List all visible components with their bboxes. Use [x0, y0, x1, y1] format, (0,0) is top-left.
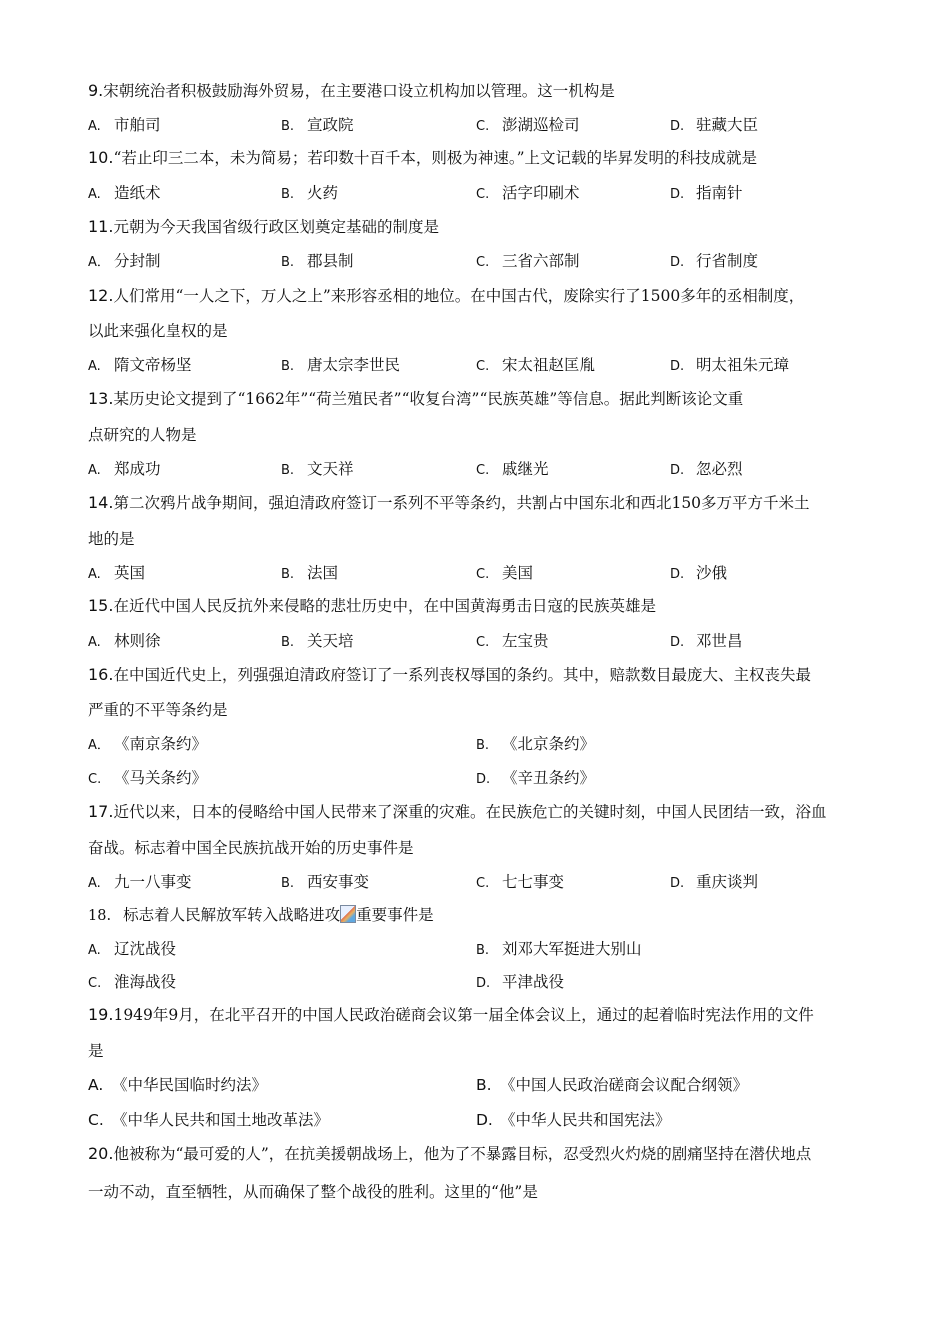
option-c: C. 《中华人民共和国土地改革法》 — [88, 1111, 330, 1129]
question-20-stem: 20.他被称为“最可爱的人”，在抗美援朝战场上，他为了不暴露目标，忍受烈火灼烧的剧痛坚持在潜伏地点 — [88, 1144, 812, 1163]
question-10-stem: 10.“若止印三二本，未为简易；若印数十百千本，则极为神速。”上文记载的毕昇发明的科技成就是 — [88, 148, 758, 167]
option-b: B. 关天培 — [281, 632, 354, 650]
option-d: D. 驻藏大臣 — [670, 116, 759, 134]
option-b: B. 文天祥 — [281, 460, 354, 478]
question-16-stem: 16.在中国近代史上，列强强迫清政府签订了一系列丧权辱国的条约。其中，赔款数目最庞大、主权丧失最 — [88, 665, 811, 684]
option-d: D. 忽必烈 — [670, 460, 743, 478]
option-b: B. 《北京条约》 — [476, 735, 596, 753]
option-c: C. 戚继光 — [476, 460, 549, 478]
option-a: A. 林则徐 — [88, 632, 161, 650]
option-d: D. 邓世昌 — [670, 632, 743, 650]
question-10-options — [88, 182, 868, 204]
question-20-stem-continued: 一动不动，直至牺牲，从而确保了整个战役的胜利。这里的“他”是 — [88, 1183, 538, 1201]
option-d: D. 重庆谈判 — [670, 873, 759, 891]
question-19-options-row-2 — [88, 1109, 868, 1131]
question-17-stem: 17.近代以来，日本的侵略给中国人民带来了深重的灾难。在民族危亡的关键时刻，中国人民团结一致，浴血 — [88, 802, 827, 821]
option-c: C. 《马关条约》 — [88, 769, 208, 787]
question-14-stem: 14.第二次鸦片战争期间，强迫清政府签订一系列不平等条约，共割占中国东北和西北150多万平方千米土 — [88, 493, 810, 512]
option-a: A. 郑成功 — [88, 460, 161, 478]
question-18-options-row-1 — [88, 938, 868, 960]
option-d: D. 明太祖朱元璋 — [670, 356, 790, 374]
question-15-stem: 15.在近代中国人民反抗外来侵略的悲壮历史中，在中国黄海勇击日寇的民族英雄是 — [88, 596, 656, 615]
option-a: A. 市舶司 — [88, 116, 161, 134]
question-15-options — [88, 630, 868, 652]
broken-image-icon — [340, 905, 356, 923]
question-19-stem-continued: 是 — [88, 1042, 104, 1060]
option-b: B. 唐太宗李世民 — [281, 356, 401, 374]
option-a: A. 英国 — [88, 564, 146, 582]
question-14-options — [88, 562, 868, 584]
question-17-stem-continued: 奋战。标志着中国全民族抗战开始的历史事件是 — [88, 839, 414, 857]
option-c: C. 七七事变 — [476, 873, 565, 891]
option-c: C. 淮海战役 — [88, 973, 177, 991]
question-11-options — [88, 250, 868, 272]
option-c: C. 宋太祖赵匡胤 — [476, 356, 596, 374]
question-14-stem-continued: 地的是 — [88, 530, 135, 548]
option-b: B. 法国 — [281, 564, 339, 582]
option-d: D. 指南针 — [670, 184, 743, 202]
question-16-stem-continued: 严重的不平等条约是 — [88, 701, 228, 719]
question-9-options — [88, 114, 868, 136]
option-d: D. 行省制度 — [670, 252, 759, 270]
option-a: A. 造纸术 — [88, 184, 161, 202]
question-11-stem: 11.元朝为今天我国省级行政区划奠定基础的制度是 — [88, 217, 439, 236]
question-12-stem-continued: 以此来强化皇权的是 — [88, 322, 228, 340]
option-d: D. 《中华人民共和国宪法》 — [476, 1111, 671, 1129]
option-c: C. 三省六部制 — [476, 252, 580, 270]
option-b: B. 刘邓大军挺进大别山 — [476, 940, 642, 958]
question-16-options-row-2 — [88, 767, 868, 789]
option-b: B. 郡县制 — [281, 252, 354, 270]
option-c: C. 美国 — [476, 564, 534, 582]
option-c: C. 活字印刷术 — [476, 184, 580, 202]
option-a: A. 《中华民国临时约法》 — [88, 1076, 268, 1094]
question-13-stem: 13.某历史论文提到了“1662年”“荷兰殖民者”“收复台湾”“民族英雄”等信息。据此判断该论文重 — [88, 389, 744, 408]
option-b: B. 宣政院 — [281, 116, 354, 134]
question-18-options-row-2 — [88, 971, 868, 993]
question-13-stem-continued: 点研究的人物是 — [88, 426, 197, 444]
option-b: B. 西安事变 — [281, 873, 370, 891]
question-12-options — [88, 354, 868, 376]
question-9-stem: 9.宋朝统治者积极鼓励海外贸易，在主要港口设立机构加以管理。这一机构是 — [88, 81, 615, 100]
question-19-options-row-1 — [88, 1074, 868, 1096]
question-19-stem: 19.1949年9月，在北平召开的中国人民政治磋商会议第一届全体会议上，通过的起着临时宪法作用的文件 — [88, 1005, 814, 1024]
question-16-options-row-1 — [88, 733, 868, 755]
option-c: C. 澎湖巡检司 — [476, 116, 580, 134]
option-d: D. 《辛丑条约》 — [476, 769, 596, 787]
question-18-stem: 18. 标志着人民解放军转入战略进攻 重要事件是 — [88, 906, 434, 924]
option-a: A. 辽沈战役 — [88, 940, 177, 958]
question-12-stem: 12.人们常用“一人之下，万人之上”来形容丞相的地位。在中国古代，废除实行了1500多年的丞相制度， — [88, 286, 805, 305]
option-a: A. 九一八事变 — [88, 873, 192, 891]
option-a: A． 《南京条约》 — [88, 735, 208, 753]
question-17-options — [88, 871, 868, 893]
option-a: A． 分封制 — [88, 252, 161, 270]
option-b: B. 《中国人民政治磋商会议配合纲领》 — [476, 1076, 749, 1094]
question-13-options — [88, 458, 868, 480]
option-b: B. 火药 — [281, 184, 339, 202]
option-d: D. 沙俄 — [670, 564, 728, 582]
option-d: D. 平津战役 — [476, 973, 565, 991]
option-c: C. 左宝贵 — [476, 632, 549, 650]
option-a: A. 隋文帝杨坚 — [88, 356, 192, 374]
